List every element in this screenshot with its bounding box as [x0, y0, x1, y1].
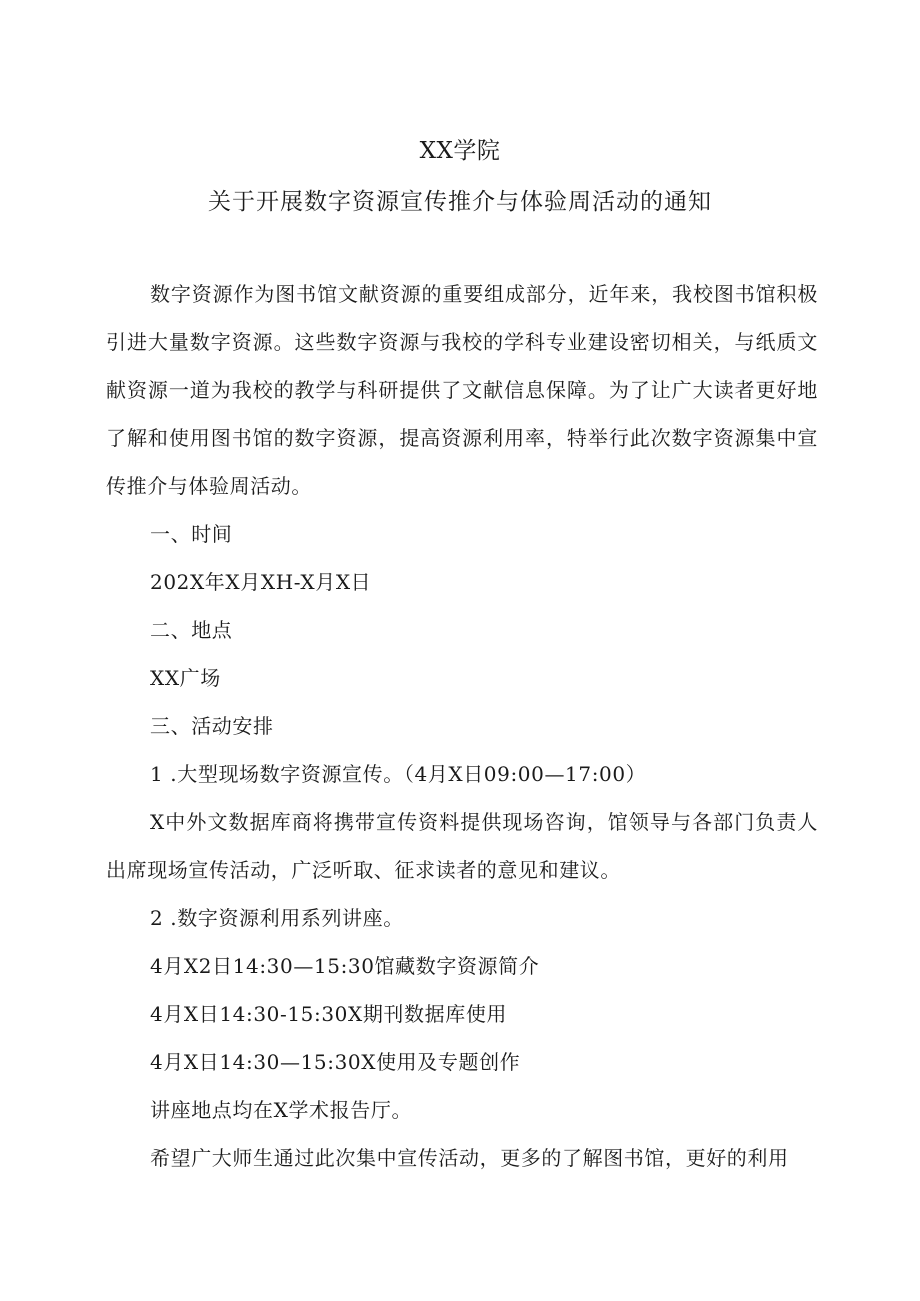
- lecture2-block: [106, 990, 818, 1038]
- item1-heading-block: [106, 750, 818, 798]
- section-activity-heading: 三、活动安排: [150, 714, 274, 738]
- section-place-heading-block: [106, 606, 818, 654]
- closing-block: [106, 1134, 818, 1182]
- lecture-line-3: 4月X日14:30—15:30X使用及专题创作: [150, 1050, 521, 1074]
- lecture-place-block: [106, 1086, 818, 1134]
- section-time-value: 202X年X月XH-X月X日: [150, 570, 372, 594]
- lecture-place: 讲座地点均在X学术报告厅。: [150, 1098, 413, 1122]
- item1-text: X中外文数据库商将携带宣传资料提供现场咨询，馆领导与各部门负责人出席现场宣传活动，广泛听取、征求读者的意见和建议。: [106, 810, 818, 882]
- lecture-line-1: 4月X2日14:30—15:30馆藏数字资源简介: [150, 954, 540, 978]
- notice-title: 关于开展数字资源宣传推介与体验周活动的通知: [208, 189, 712, 215]
- lecture3-block: [106, 1038, 818, 1086]
- section-activity-heading-block: [106, 702, 818, 750]
- section-time-value-block: [106, 558, 818, 606]
- item2-heading-block: [106, 894, 818, 942]
- section-place-value-block: [106, 654, 818, 702]
- section-place-heading: 二、地点: [150, 618, 233, 642]
- intro-paragraph: 数字资源作为图书馆文献资源的重要组成部分，近年来，我校图书馆积极引进大量数字资源。这些数字资源与我校的学科专业建设密切相关，与纸质文献资源一道为我校的教学与科研提供了文献信息保障。为了让广大读者更好地了解和使用图书馆的数字资源，提高资源利用率，特举行此次数字资源集中宣传推介与体验周活动。: [106, 282, 818, 498]
- closing-paragraph: 希望广大师生通过此次集中宣传活动，更多的了解图书馆，更好的利用: [150, 1146, 789, 1170]
- section-time-heading: 一、时间: [150, 522, 233, 546]
- institution-title: XX学院: [419, 138, 501, 164]
- item1-heading: 1 .大型现场数字资源宣传。（4月X日09:00—17:00）: [150, 762, 647, 786]
- lecture-line-2: 4月X日14:30-15:30X期刊数据库使用: [150, 1002, 508, 1026]
- section-place-value: XX广场: [150, 666, 221, 690]
- lecture1-block: [106, 942, 818, 990]
- intro-paragraph-block: [106, 270, 818, 510]
- item1-text-block: [106, 798, 818, 894]
- section-time-heading-block: [106, 510, 818, 558]
- item2-heading: 2 .数字资源利用系列讲座。: [150, 906, 404, 930]
